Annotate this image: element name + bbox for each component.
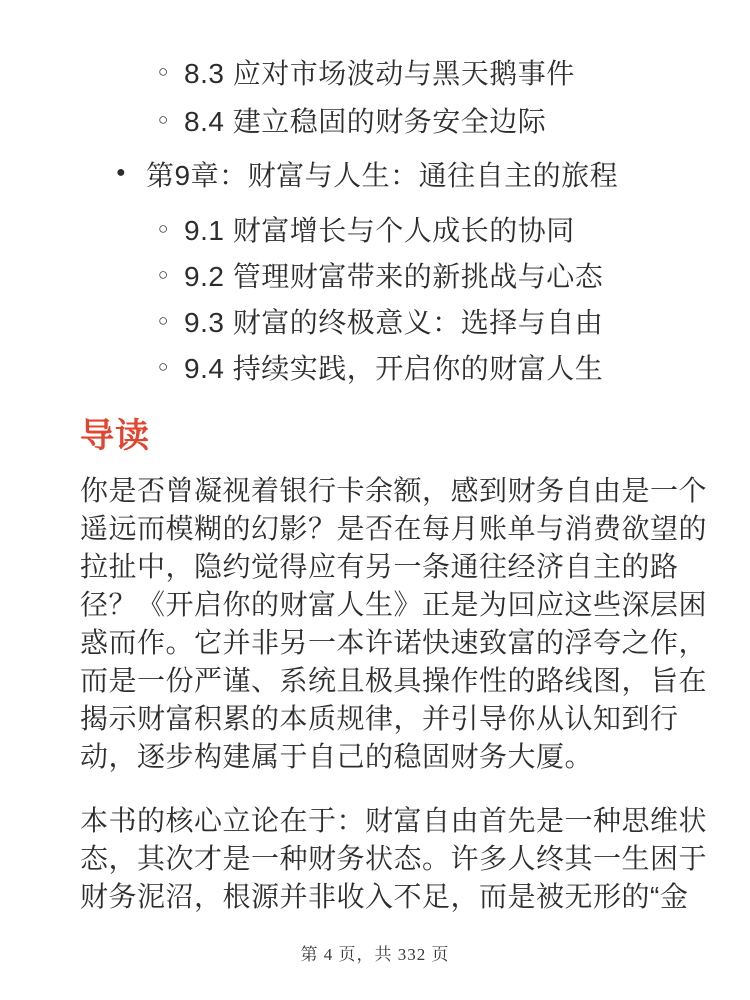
- toc-subitem-8-3: [0, 48, 750, 96]
- paragraph-line: 拉扯中，隐约觉得应有另一条通往经济自主的路: [80, 551, 679, 582]
- circle-bullet-icon: ○: [158, 109, 169, 129]
- circle-bullet-icon: ○: [158, 61, 169, 81]
- intro-paragraph-2: [80, 802, 708, 916]
- toc-subitem-9-1: [0, 206, 750, 252]
- toc-subitem-label: 9.3 财富的终极意义：选择与自由: [184, 307, 604, 338]
- circle-bullet-icon: ○: [158, 218, 169, 238]
- circle-bullet-icon: ○: [158, 310, 169, 330]
- toc-subitem-label: 8.4 建立稳固的财务安全边际: [184, 106, 547, 137]
- paragraph-line: 而是一份严谨、系统且极具操作性的路线图，旨在: [80, 665, 708, 696]
- paragraph-line: 态，其次才是一种财务状态。许多人终其一生困于: [80, 843, 708, 874]
- paragraph-line: 揭示财富积累的本质规律，并引导你从认知到行: [80, 703, 679, 734]
- page-indicator: 第 4 页，共 332 页: [300, 945, 450, 964]
- paragraph-line: 财务泥沼，根源并非收入不足，而是被无形的“金: [80, 881, 689, 912]
- toc-subitem-label: 9.1 财富增长与个人成长的协同: [184, 215, 575, 246]
- toc-subitem-9-3: [0, 298, 750, 344]
- toc-subitem-8-4: [0, 96, 750, 144]
- toc-chapter-label: 第9章：财富与人生：通往自主的旅程: [146, 160, 619, 191]
- toc-chapter-9: [0, 150, 750, 198]
- paragraph-line: 动，逐步构建属于自己的稳固财务大厦。: [80, 741, 594, 772]
- toc-subitem-9-2: [0, 252, 750, 298]
- toc-subitem-label: 9.2 管理财富带来的新挑战与心态: [184, 261, 604, 292]
- paragraph-line: 你是否曾凝视着银行卡余额，感到财务自由是一个: [80, 475, 708, 506]
- intro-paragraph-1: [80, 472, 708, 776]
- paragraph-line: 遥远而模糊的幻影？是否在每月账单与消费欲望的: [80, 513, 708, 544]
- circle-bullet-icon: ○: [158, 264, 169, 284]
- paragraph-line: 本书的核心立论在于：财富自由首先是一种思维状: [80, 805, 708, 836]
- paragraph-line: 惑而作。它并非另一本许诺快速致富的浮夸之作，: [80, 627, 708, 658]
- disc-bullet-icon: ●: [116, 164, 126, 181]
- toc-subitem-9-4: [0, 344, 750, 390]
- section-heading-daodu: 导读: [80, 417, 150, 455]
- toc-subitem-label: 8.3 应对市场波动与黑天鹅事件: [184, 58, 575, 89]
- toc-subitem-label: 9.4 持续实践，开启你的财富人生: [184, 353, 604, 384]
- paragraph-line: 径？《开启你的财富人生》正是为回应这些深层困: [80, 589, 708, 620]
- table-of-contents: [0, 48, 750, 390]
- circle-bullet-icon: ○: [158, 356, 169, 376]
